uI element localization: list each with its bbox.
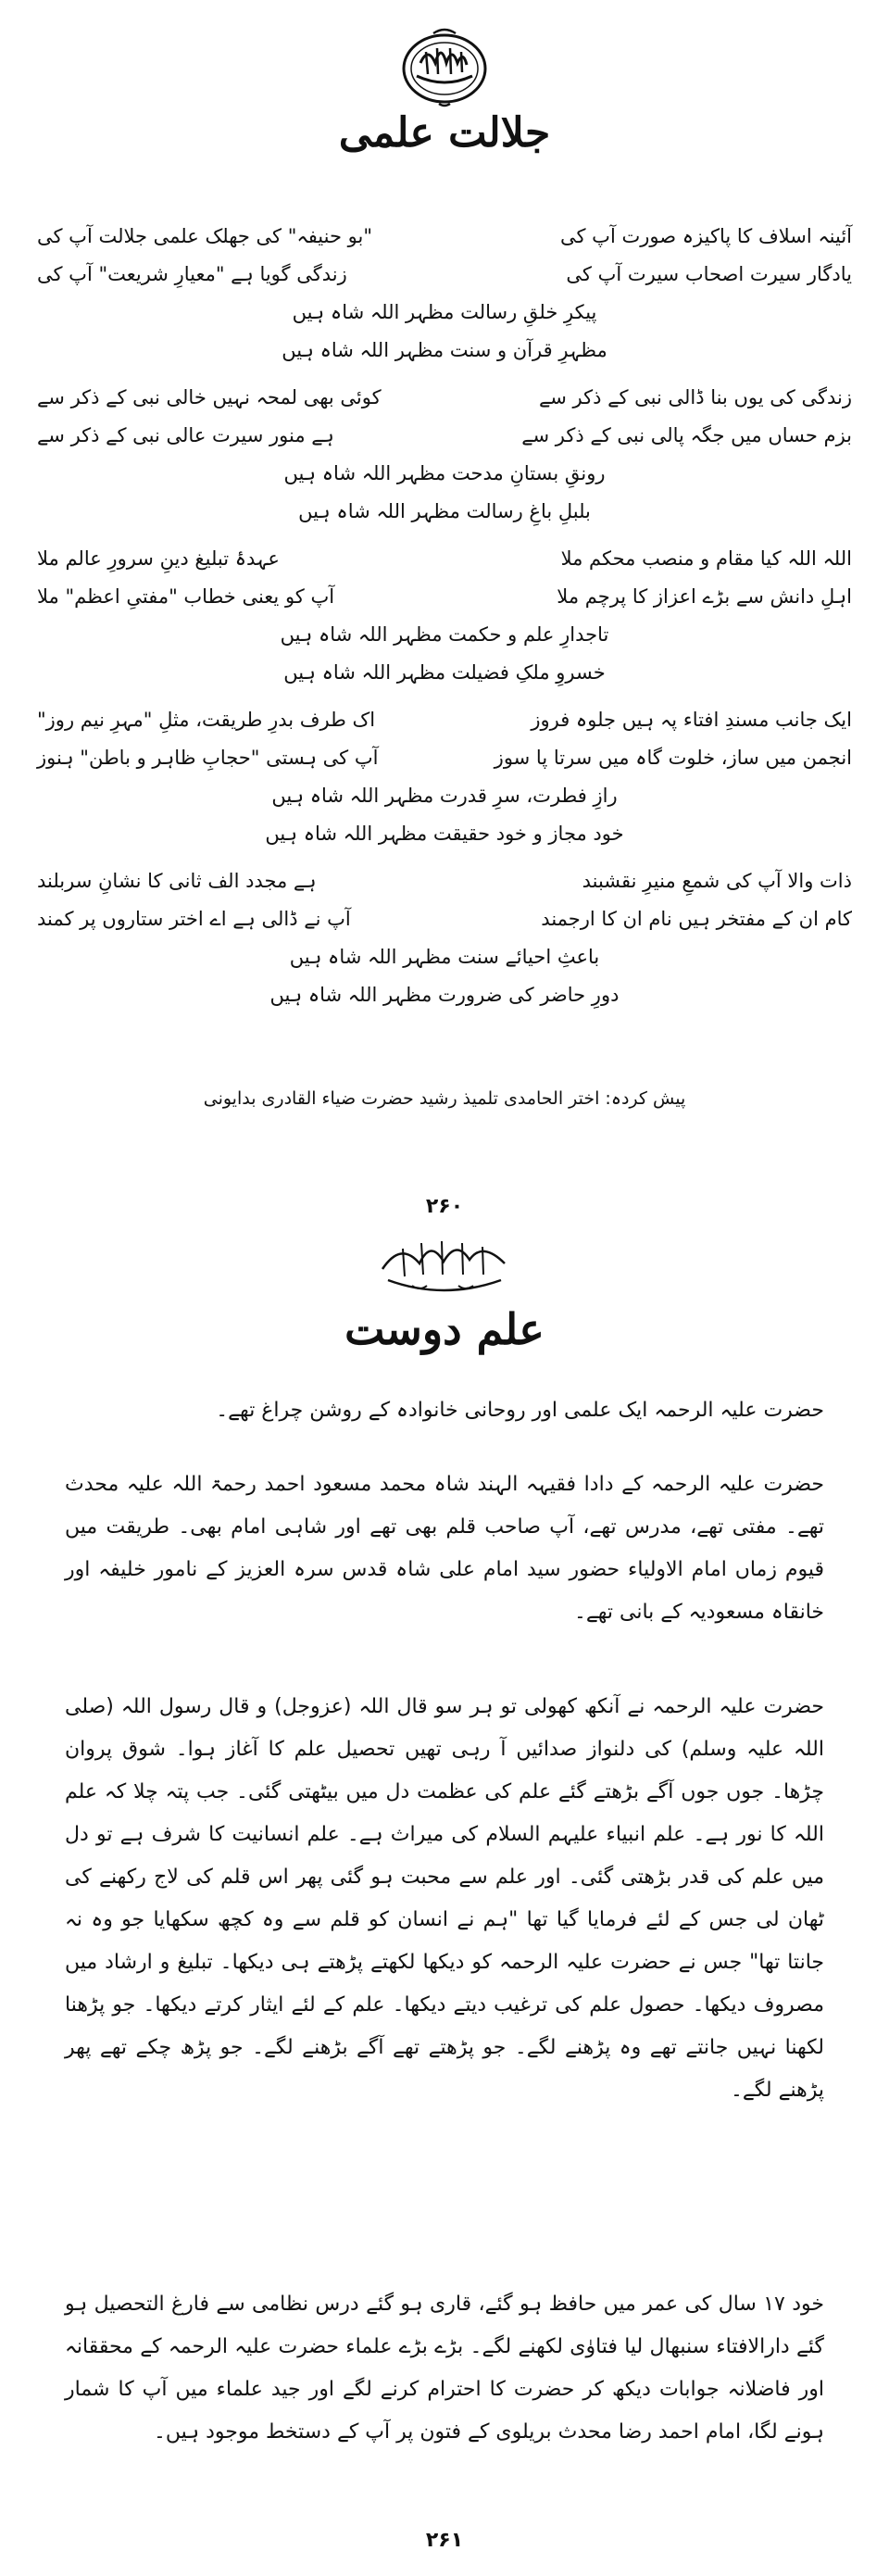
poem-refrain: تاجدارِ علم و حکمت مظہر اللہ شاہ ہیں: [280, 623, 609, 646]
poem-refrain: پیکرِ خلقِ رسالت مظہر اللہ شاہ ہیں: [292, 301, 597, 323]
poem-refrain: مظہرِ قرآن و سنت مظہر اللہ شاہ ہیں: [282, 339, 607, 361]
intro-line: حضرت علیہ الرحمہ ایک علمی اور روحانی خانوادہ کے روشن چراغ تھے۔: [216, 1399, 824, 1422]
hemistich-second: اک طرف بدرِ طریقت، مثلِ "مہرِ نیم روز": [37, 709, 376, 731]
poem-verse: [37, 739, 852, 777]
hemistich-first: یادگار سیرت اصحاب سیرت آپ کی: [566, 263, 852, 285]
hemistich-second: کوئی بھی لمحہ نہیں خالی نبی کے ذکر سے: [37, 386, 382, 408]
poem-refrain: دورِ حاضر کی ضرورت مظہر اللہ شاہ ہیں: [269, 984, 620, 1006]
page-number-top: ۲۶۰: [425, 1195, 464, 1218]
hemistich-first: بزم حساں میں جگہ پالی نبی کے ذکر سے: [521, 424, 852, 446]
page-number-bottom: ۲۶۱: [425, 2529, 464, 2552]
poem-refrain: بلبلِ باغِ رسالت مظہر اللہ شاہ ہیں: [298, 500, 591, 522]
poem-verse: [37, 417, 852, 455]
page-title: علم دوست: [344, 1304, 545, 1354]
hemistich-first: ایک جانب مسندِ افتاء پہ ہیں جلوہ فروز: [531, 709, 852, 731]
poem-verse: [37, 540, 852, 578]
hemistich-first: کام ان کے مفتخر ہیں نام ان کا ارجمند: [541, 908, 852, 930]
hemistich-first: ذات والا آپ کی شمعِ منیرِ نقشبند: [582, 870, 852, 892]
hemistich-second: ہے منور سیرت عالی نبی کے ذکر سے: [37, 424, 334, 446]
hemistich-second: آپ نے ڈالی ہے اے اختر ستاروں پر کمند: [37, 908, 351, 930]
poem-refrain: رازِ فطرت، سرِ قدرت مظہر اللہ شاہ ہیں: [271, 785, 618, 807]
poem-verse: [37, 862, 852, 900]
poem-verse: [37, 701, 852, 739]
bismillah-calligraphy-emblem: [389, 26, 500, 109]
hemistich-second: ہے مجدد الف ثانی کا نشانِ سربلند: [37, 870, 317, 892]
poem-verse: [37, 900, 852, 938]
hemistich-first: انجمن میں ساز، خلوت گاہ میں سرتا پا سوز: [494, 747, 852, 769]
hemistich-second: آپ کو یعنی خطاب "مفتیِ اعظم" ملا: [37, 585, 335, 608]
poem-verse: [37, 256, 852, 294]
poem-verse: [37, 578, 852, 616]
hemistich-first: زندگی کی یوں بنا ڈالی نبی کے ذکر سے: [538, 386, 852, 408]
bismillah-calligraphy-emblem: [375, 1232, 514, 1297]
poem-refrain: خود مجاز و خود حقیقت مظہر اللہ شاہ ہیں: [265, 823, 624, 845]
paragraph-hifz-and-fatwa: خود ۱۷ سال کی عمر میں حافظ ہو گئے، قاری ہو گئے درس نظامی سے فارغ التحصیل ہو گئے دارالافتاء سنبھال لیا فتاوٰی لکھنے لگے۔ بڑے بڑے علماء حضرت علیہ الرحمہ کے محققانہ اور فاضلانہ جوابات دیکھ کر حضرت کا احترام کرنے لگے اور جید علماء میں آپ کا شمار ہونے لگا، امام احمد رضا محدث بریلوی کے فتون پر آپ کے دستخط موجود ہیں۔: [65, 2293, 824, 2444]
page-jalalat-ilmi: [0, 0, 889, 1149]
hemistich-first: اہلِ دانش سے بڑے اعزاز کا پرچم ملا: [557, 585, 852, 608]
hemistich-second: آپ کی ہستی "حجابِ ظاہر و باطن" ہنوز: [37, 747, 379, 769]
paragraph-grandfather: حضرت علیہ الرحمہ کے دادا فقیہہ الہند شاہ محمد مسعود احمد رحمۃ اللہ علیہ محدث تھے۔ مفتی تھے، مدرس تھے، آپ صاحب قلم بھی تھے اور شاہی امام بھی۔ طریقت میں قیوم زماں امام الاولیاء حضور سید امام علی شاہ قدس سرہ العزیز کے نامور خلیفہ اور خانقاہ مسعودیہ کے بانی تھے۔: [65, 1473, 824, 1624]
paragraph-love-of-knowledge: حضرت علیہ الرحمہ نے آنکھ کھولی تو ہر سو قال اللہ (عزوجل) و قال رسول اللہ (صلی اللہ علیہ وسلم) کی دلنواز صدائیں آ رہی تھیں تحصیل علم کا آغاز ہوا۔ شوق پروان چڑھا۔ جوں جوں آگے بڑھتے گئے علم کی عظمت دل میں بیٹھتی گئی۔ جب پتہ چلا کہ علم اللہ کا نور ہے۔ علم انبیاء علیہم السلام کی میراث ہے۔ علم انسانیت کا شرف ہے تو دل میں علم کی قدر بڑھتی گئی۔ اور علم سے محبت ہو گئی پھر اس قلم کی لاج رکھنے کی ٹھان لی جس کے لئے فرمایا گیا تھا "ہم نے انسان کو قلم سے وہ کچھ سکھایا جو وہ نہ جانتا تھا" جس نے حضرت علیہ الرحمہ کو دیکھا لکھتے پڑھتے ہی دیکھا۔ تبلیغ و ارشاد میں مصروف دیکھا۔ حصول علم کی ترغیب دیتے دیکھا۔ علم کے لئے ایثار کرتے دیکھا۔ جو پڑھنا لکھنا نہیں جانتے تھے وہ پڑھنے لگے۔ جو پڑھتے تھے آگے بڑھنے لگے۔ جو پڑھ چکے تھے پھر پڑھنے لگے۔: [65, 1695, 824, 2102]
poem: [37, 218, 852, 1014]
hemistich-first: آئینہ اسلاف کا پاکیزہ صورت آپ کی: [560, 225, 852, 247]
hemistich-first: اللہ اللہ کیا مقام و منصب محکم ملا: [560, 547, 852, 570]
poem-verse: [37, 218, 852, 256]
page-ilm-dost: [0, 1195, 889, 2576]
hemistich-second: زندگی گویا ہے "معیارِ شریعت" آپ کی: [37, 263, 347, 285]
poem-refrain: خسروِ ملکِ فضیلت مظہر اللہ شاہ ہیں: [283, 661, 606, 684]
page-title: جلالت علمی: [338, 109, 551, 157]
presented-by-credit: پیش کردہ: اختر الحامدی تلمیذ رشید حضرت ضیاء القادری بدایونی: [203, 1088, 686, 1109]
poem-verse: [37, 379, 852, 417]
hemistich-second: "بو حنیفہ" کی جھلک علمی جلالت آپ کی: [37, 225, 372, 247]
poem-refrain: باعثِ احیائے سنت مظہر اللہ شاہ ہیں: [289, 946, 600, 968]
hemistich-second: عہدۂ تبلیغ دینِ سرورِ عالم ملا: [37, 547, 280, 570]
poem-refrain: رونقِ بستانِ مدحت مظہر اللہ شاہ ہیں: [283, 462, 606, 484]
